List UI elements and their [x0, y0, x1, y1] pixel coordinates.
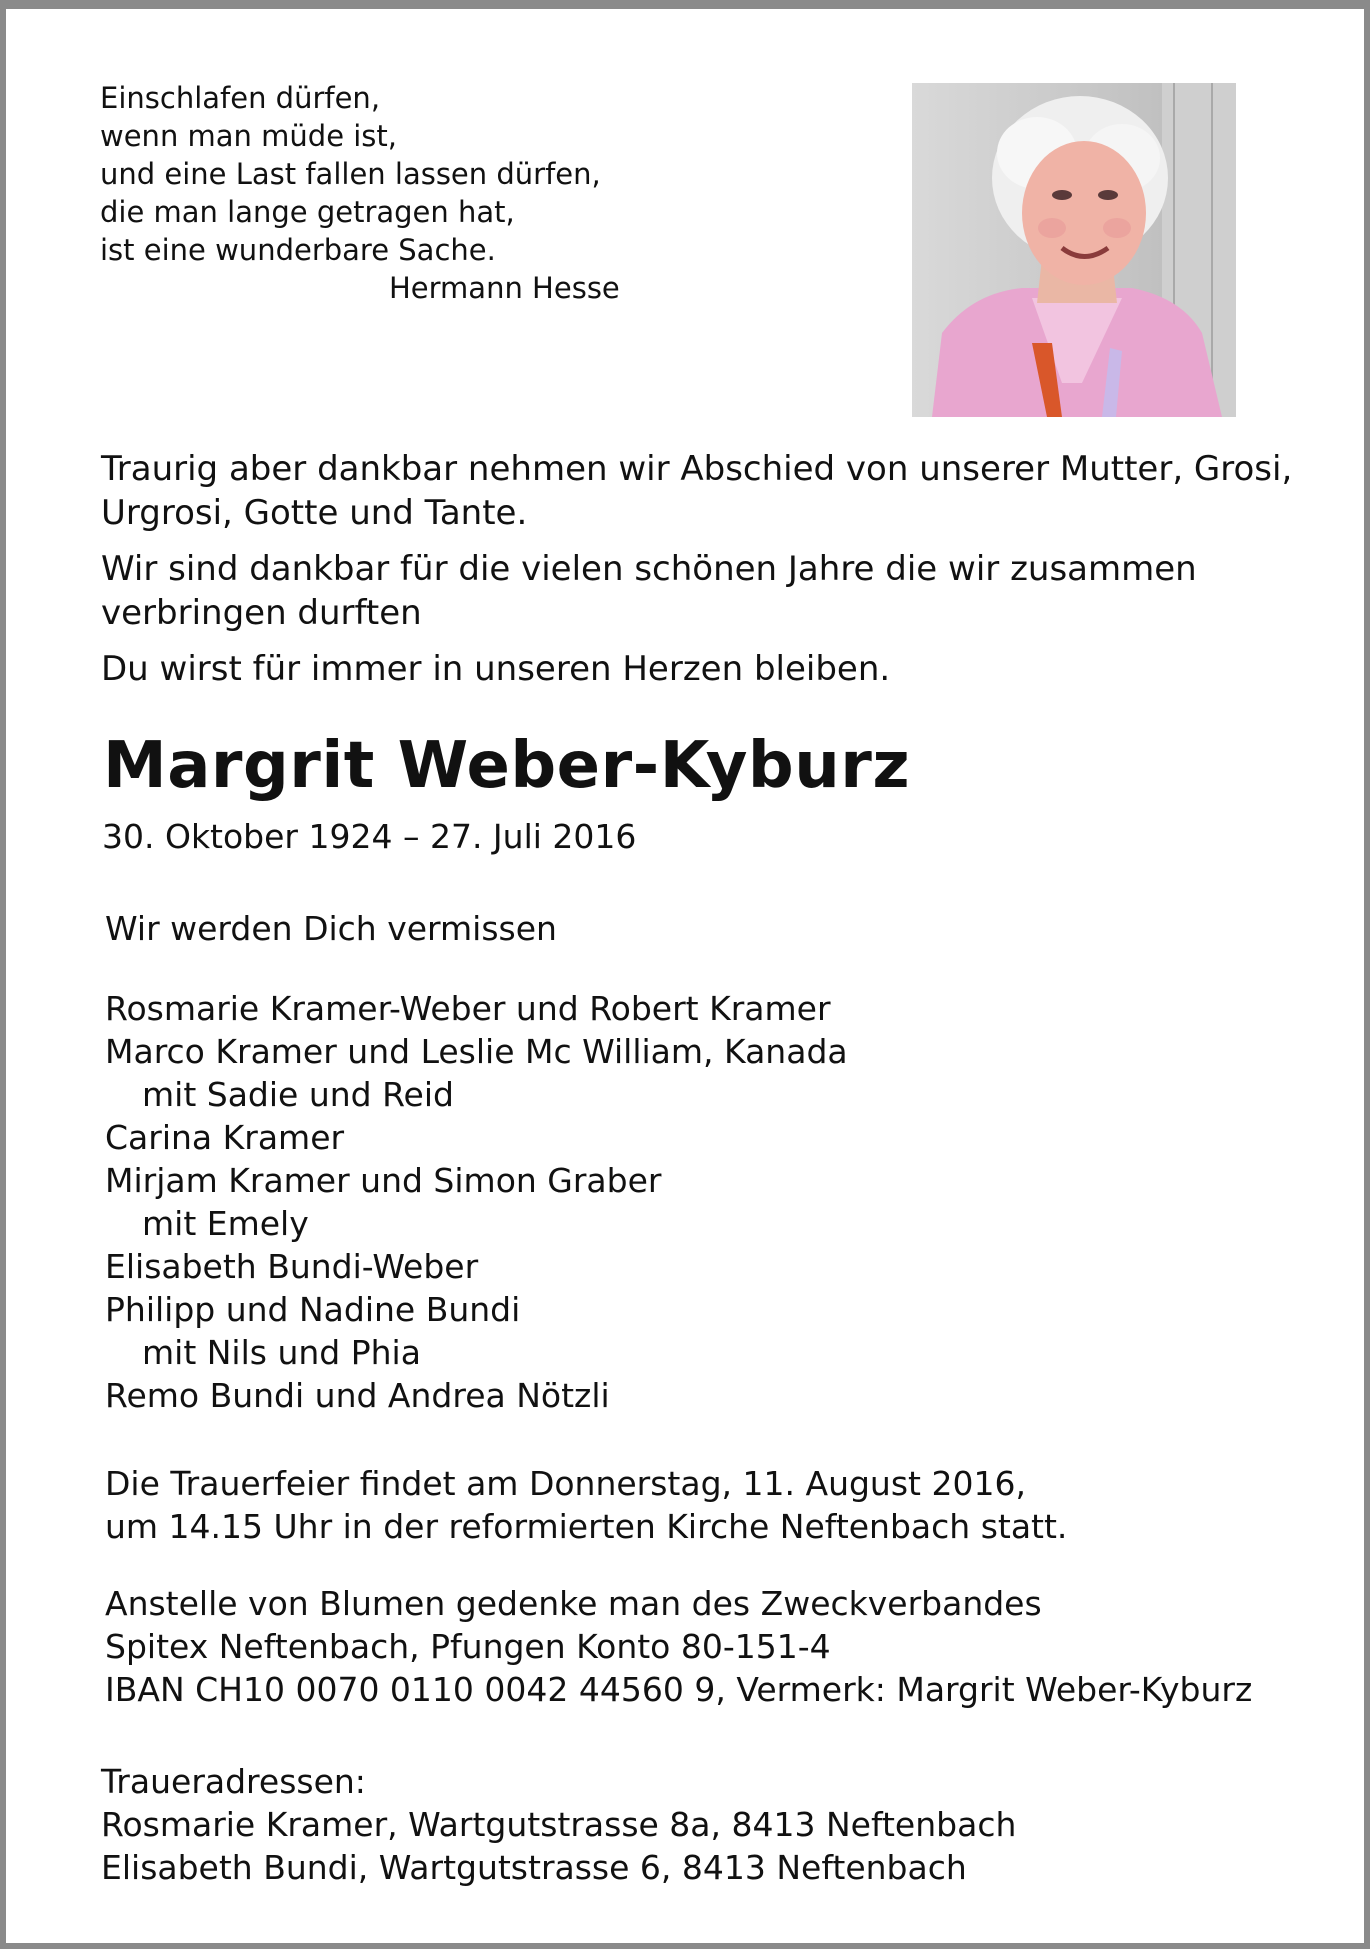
family-member: Marco Kramer und Leslie Mc William, Kanada [105, 1032, 848, 1071]
poem-line: ist eine wunderbare Sache. [100, 233, 496, 267]
portrait-photo [912, 83, 1236, 417]
poem-line: wenn man müde ist, [100, 119, 398, 153]
family-member: Remo Bundi und Andrea Nötzli [105, 1376, 610, 1415]
family-member: Mirjam Kramer und Simon Graber [105, 1161, 662, 1200]
donation-line: Anstelle von Blumen gedenke man des Zweckverbandes [105, 1584, 1042, 1623]
life-dates: 30. Oktober 1924 – 27. Juli 2016 [102, 817, 637, 856]
family-list [105, 987, 848, 1417]
poem-line: und eine Last fallen lassen dürfen, [100, 157, 601, 191]
address-line: Rosmarie Kramer, Wartgutstrasse 8a, 8413 Neftenbach [101, 1805, 1017, 1844]
family-member: mit Nils und Phia [142, 1333, 421, 1372]
mourning-addresses [101, 1760, 1016, 1889]
intro-paragraph: Du wirst für immer in unseren Herzen bleiben. [101, 649, 891, 689]
ceremony-line: um 14.15 Uhr in der reformierten Kirche Neftenbach statt. [105, 1507, 1068, 1546]
address-heading: Traueradressen: [101, 1762, 366, 1801]
donation-line: Spitex Neftenbach, Pfungen Konto 80-151-4 [105, 1627, 831, 1666]
intro-paragraph: Traurig aber dankbar nehmen wir Abschied von unserer Mutter, Grosi, Urgrosi, Gotte und Tante. [101, 449, 1293, 533]
poem-line: die man lange getragen hat, [100, 195, 515, 229]
deceased-name: Margrit Weber-Kyburz [103, 729, 911, 803]
family-member: Elisabeth Bundi-Weber [105, 1247, 479, 1286]
family-member: Rosmarie Kramer-Weber und Robert Kramer [105, 989, 831, 1028]
family-member: mit Emely [142, 1204, 309, 1243]
poem-line: Einschlafen dürfen, [100, 81, 381, 115]
intro-paragraph: Wir sind dankbar für die vielen schönen Jahre die wir zusammen verbringen durften [101, 549, 1197, 633]
family-member: mit Sadie und Reid [142, 1075, 454, 1114]
family-member: Philipp und Nadine Bundi [105, 1290, 521, 1329]
address-line: Elisabeth Bundi, Wartgutstrasse 6, 8413 Neftenbach [101, 1848, 967, 1887]
ceremony-info [105, 1462, 1067, 1548]
ceremony-line: Die Trauerfeier findet am Donnerstag, 11. August 2016, [105, 1464, 1026, 1503]
donation-line: IBAN CH10 0070 0110 0042 44560 9, Vermerk: Margrit Weber-Kyburz [105, 1670, 1253, 1709]
poem-author: Hermann Hesse [389, 271, 620, 305]
miss-line: Wir werden Dich vermissen [105, 909, 557, 948]
family-member: Carina Kramer [105, 1118, 345, 1157]
intro-text [101, 447, 1301, 703]
poem [100, 79, 620, 307]
donation-info [105, 1582, 1252, 1711]
